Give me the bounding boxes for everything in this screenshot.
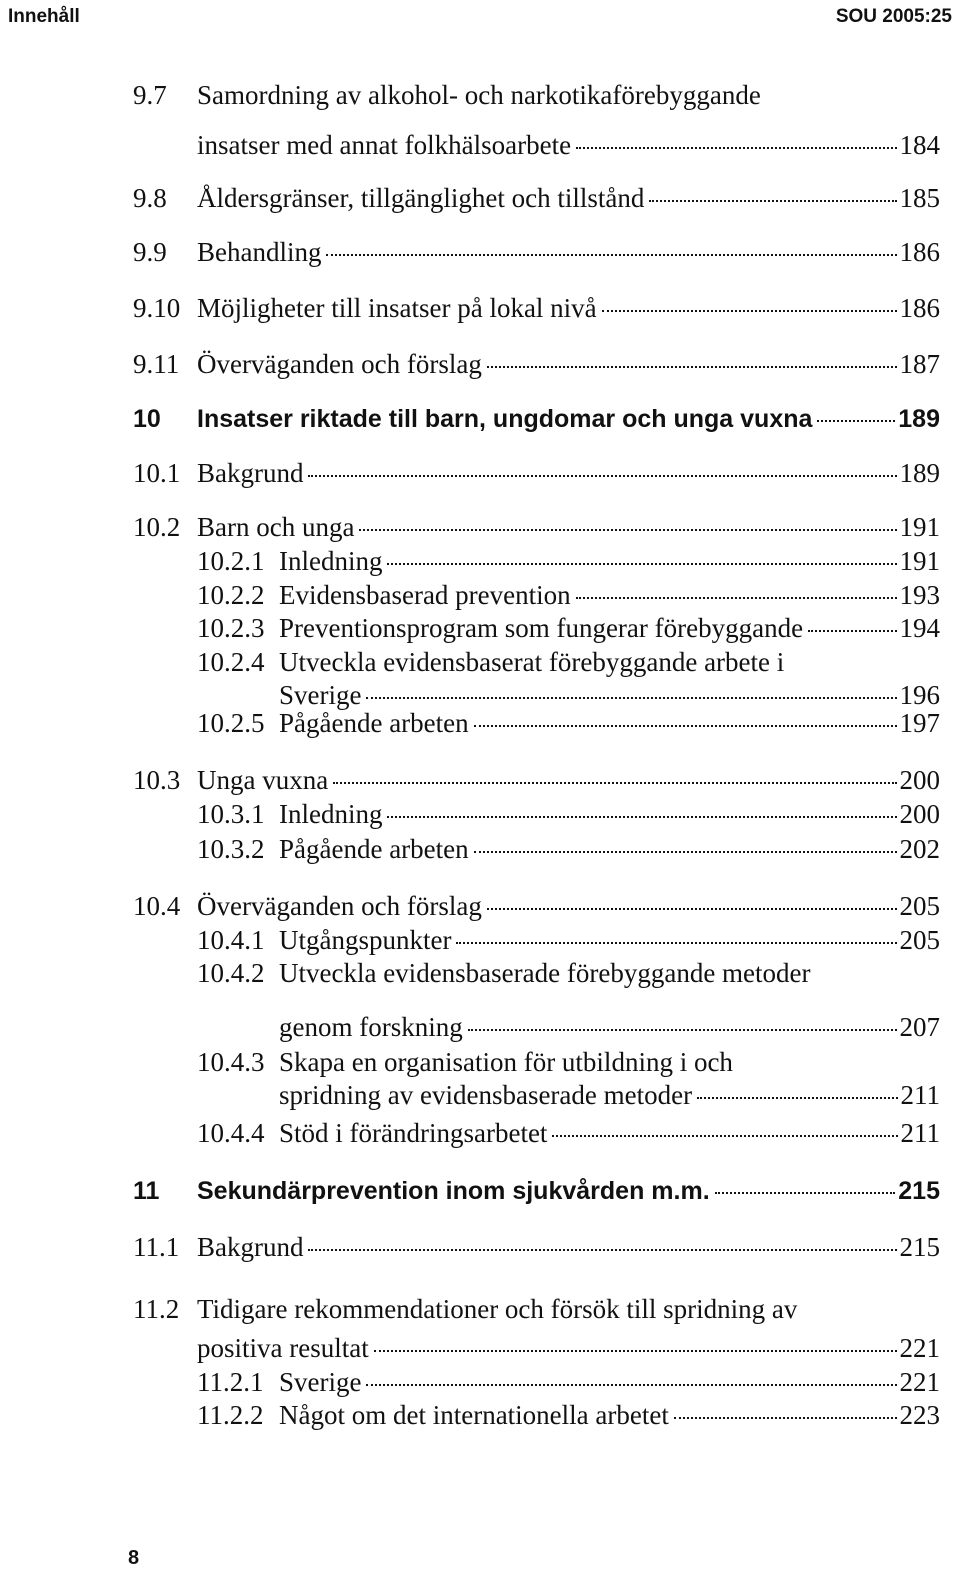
toc-entry-title: Något om det internationella arbetet xyxy=(279,1400,669,1430)
page-number: 8 xyxy=(128,1547,140,1569)
toc-entry-title: Överväganden och förslag xyxy=(197,349,482,379)
toc-entry-page: 215 xyxy=(899,1232,940,1262)
toc-entry-line xyxy=(197,237,940,268)
toc-entry-title: Pågående arbeten xyxy=(279,834,469,864)
toc-entry-number: 10.3 xyxy=(133,765,181,795)
dot-leader xyxy=(576,597,897,599)
dot-leader xyxy=(308,475,896,477)
dot-leader xyxy=(374,1350,897,1352)
toc-entry-page: 205 xyxy=(899,925,940,955)
toc-entry-title: genom forskning xyxy=(279,1012,463,1042)
toc-entry-page: 191 xyxy=(899,546,940,576)
toc-entry-line xyxy=(279,613,940,644)
toc-entry-title: Insatser riktade till barn, ungdomar och unga vuxna xyxy=(197,405,813,433)
toc-entry-number: 11.2.1 xyxy=(197,1367,264,1397)
dot-leader xyxy=(326,254,896,256)
dot-leader xyxy=(366,697,896,699)
toc-entry-line xyxy=(279,1400,940,1431)
dot-leader xyxy=(715,1192,896,1194)
toc-entry xyxy=(0,925,960,959)
toc-entry-line xyxy=(279,580,940,611)
toc-entry-page: 186 xyxy=(899,237,940,267)
toc-entry xyxy=(0,80,960,160)
toc-entry-line xyxy=(279,1080,940,1111)
toc-entry-line xyxy=(197,512,940,543)
dot-leader xyxy=(552,1135,897,1137)
toc-entry xyxy=(0,1367,960,1401)
toc-entry-title: Inledning xyxy=(279,546,383,576)
toc-entry-page: 187 xyxy=(899,349,940,379)
toc-entry-page: 184 xyxy=(899,130,940,160)
toc-entry-line xyxy=(197,1333,940,1364)
toc-entry-title: Inledning xyxy=(279,799,383,829)
dot-leader xyxy=(387,816,896,818)
toc-entry xyxy=(0,613,960,647)
toc-entry-page: 196 xyxy=(899,680,940,710)
toc-entry xyxy=(0,512,960,546)
toc-entry-line xyxy=(279,1012,940,1043)
dot-leader xyxy=(366,1384,896,1386)
toc-entry-line xyxy=(279,708,940,739)
toc-entry-page: 211 xyxy=(900,1080,940,1110)
toc-entry-page: 215 xyxy=(898,1177,940,1205)
toc-entry xyxy=(0,1232,960,1266)
toc-entry-title: Skapa en organisation för utbildning i och xyxy=(279,1047,733,1077)
toc-entry-number: 11.1 xyxy=(133,1232,180,1262)
toc-entry-number: 10.1 xyxy=(133,458,181,488)
dot-leader xyxy=(674,1417,897,1419)
dot-leader xyxy=(487,366,897,368)
toc-entry-line xyxy=(197,130,940,161)
dot-leader xyxy=(474,725,897,727)
toc-entry-number: 9.9 xyxy=(133,237,167,267)
toc-entry-number: 10.4.3 xyxy=(197,1047,265,1077)
toc-entry-line xyxy=(197,458,940,489)
dot-leader xyxy=(387,563,896,565)
toc-entry xyxy=(0,1294,960,1363)
toc-entry-number: 9.7 xyxy=(133,80,167,110)
toc-entry-number: 10.4.2 xyxy=(197,958,265,988)
toc-entry-title: Sekundärprevention inom sjukvården m.m. xyxy=(197,1177,710,1205)
toc-entry xyxy=(0,647,960,710)
toc-entry-title: Pågående arbeten xyxy=(279,708,469,738)
toc-entry-number: 11.2 xyxy=(133,1294,180,1324)
toc-entry xyxy=(0,237,960,271)
toc-entry-number: 9.10 xyxy=(133,293,181,323)
toc-entry-page: 185 xyxy=(899,183,940,213)
toc-entry-title: Möjligheter till insatser på lokal nivå xyxy=(197,293,597,323)
toc-entry-line xyxy=(197,349,940,380)
dot-leader xyxy=(649,200,896,202)
toc-entry-line xyxy=(279,680,940,711)
toc-chapter xyxy=(0,405,960,439)
dot-leader xyxy=(474,851,897,853)
toc-entry-number: 10.2.5 xyxy=(197,708,265,738)
toc-entry-number: 10.2.1 xyxy=(197,546,265,576)
toc-entry xyxy=(0,458,960,492)
dot-leader xyxy=(456,942,896,944)
toc-entry-line xyxy=(197,891,940,922)
toc-entry xyxy=(0,765,960,799)
toc-entry-line xyxy=(279,834,940,865)
toc-entry-number: 10.3.1 xyxy=(197,799,265,829)
dot-leader xyxy=(487,908,897,910)
toc-entry-title: positiva resultat xyxy=(197,1333,369,1363)
toc-entry-title: Bakgrund xyxy=(197,1232,304,1262)
toc-entry-line xyxy=(197,765,940,796)
toc-entry-title: Barn och unga xyxy=(197,512,355,542)
toc-entry-title: Behandling xyxy=(197,237,322,267)
dot-leader xyxy=(333,782,896,784)
toc-entry-title: Utveckla evidensbaserade förebyggande metoder xyxy=(279,958,811,988)
toc-entry-line xyxy=(197,1177,940,1206)
dot-leader xyxy=(817,420,895,422)
toc-chapter xyxy=(0,1177,960,1211)
dot-leader xyxy=(576,147,896,149)
toc-entry-number: 10.2 xyxy=(133,512,181,542)
toc-entry-title: insatser med annat folkhälsoarbete xyxy=(197,130,572,160)
dot-leader xyxy=(808,630,896,632)
toc-entry-title: Preventionsprogram som fungerar förebyggande xyxy=(279,613,804,643)
toc-entry-title: Sverige xyxy=(279,680,362,710)
toc-entry-title: Evidensbaserad prevention xyxy=(279,580,571,610)
toc-entry xyxy=(0,1118,960,1152)
toc-entry-title: Sverige xyxy=(279,1367,362,1397)
toc-entry-page: 193 xyxy=(899,580,940,610)
toc-entry-title: Unga vuxna xyxy=(197,765,329,795)
toc-entry-line xyxy=(279,1367,940,1398)
toc-entry xyxy=(0,183,960,217)
toc-entry-line xyxy=(197,405,940,434)
toc-entry-line xyxy=(279,546,940,577)
toc-entry-title: Utveckla evidensbaserat förebyggande arbete i xyxy=(279,647,785,677)
toc-entry-page: 211 xyxy=(900,1118,940,1148)
toc-entry xyxy=(0,1400,960,1434)
toc-entry-page: 221 xyxy=(899,1333,940,1363)
toc-entry-number: 10.2.2 xyxy=(197,580,265,610)
toc-entry-title: Stöd i förändringsarbetet xyxy=(279,1118,548,1148)
toc-entry-page: 223 xyxy=(899,1400,940,1430)
toc-entry xyxy=(0,546,960,580)
toc-entry-line xyxy=(197,293,940,324)
dot-leader xyxy=(468,1029,897,1031)
toc-entry-title: spridning av evidensbaserade metoder xyxy=(279,1080,693,1110)
dot-leader xyxy=(697,1097,897,1099)
toc-entry xyxy=(0,293,960,327)
toc-entry-number: 10.2.4 xyxy=(197,647,265,677)
toc-entry-title: Utgångspunkter xyxy=(279,925,452,955)
toc-entry xyxy=(0,1047,960,1110)
toc-entry-page: 202 xyxy=(899,834,940,864)
toc-entry-title: Överväganden och förslag xyxy=(197,891,482,921)
toc-entry-number: 10.2.3 xyxy=(197,613,265,643)
toc-entry-line xyxy=(197,183,940,214)
running-header-left: Innehåll xyxy=(8,6,80,27)
toc-entry-line xyxy=(197,1232,940,1263)
toc-entry-number: 10.4.1 xyxy=(197,925,265,955)
toc-entry-line xyxy=(279,925,940,956)
toc-entry-page: 207 xyxy=(899,1012,940,1042)
dot-leader xyxy=(359,529,896,531)
toc-entry-line xyxy=(279,1118,940,1149)
toc-entry-line xyxy=(279,799,940,830)
toc-entry xyxy=(0,708,960,742)
toc-entry-number: 9.11 xyxy=(133,349,180,379)
toc-entry-number: 9.8 xyxy=(133,183,167,213)
toc-entry xyxy=(0,580,960,614)
toc-entry-number: 10.3.2 xyxy=(197,834,265,864)
toc-entry xyxy=(0,349,960,383)
toc-entry-number: 11.2.2 xyxy=(197,1400,264,1430)
toc-entry xyxy=(0,958,960,1042)
toc-entry-page: 221 xyxy=(899,1367,940,1397)
toc-entry-page: 205 xyxy=(899,891,940,921)
toc-entry-page: 194 xyxy=(899,613,940,643)
toc-entry-number: 10.4.4 xyxy=(197,1118,265,1148)
toc-entry-page: 189 xyxy=(898,405,940,433)
toc-entry-title: Tidigare rekommendationer och försök till spridning av xyxy=(197,1294,798,1324)
running-header-right: SOU 2005:25 xyxy=(835,6,952,27)
toc-entry-page: 197 xyxy=(899,708,940,738)
toc-entry-number: 10.4 xyxy=(133,891,181,921)
toc-entry-page: 191 xyxy=(899,512,940,542)
toc-entry-page: 189 xyxy=(899,458,940,488)
toc-entry-title: Bakgrund xyxy=(197,458,304,488)
toc-entry-title: Åldersgränser, tillgänglighet och tillstånd xyxy=(197,183,645,213)
toc-entry xyxy=(0,799,960,833)
toc-entry-number: 10 xyxy=(133,405,161,433)
toc-entry-page: 200 xyxy=(899,765,940,795)
toc-entry-title: Samordning av alkohol- och narkotikaförebyggande xyxy=(197,80,761,110)
toc-entry-page: 186 xyxy=(899,293,940,323)
toc-entry xyxy=(0,891,960,925)
toc-entry-number: 11 xyxy=(133,1177,160,1205)
toc-entry-page: 200 xyxy=(899,799,940,829)
toc-entry xyxy=(0,834,960,868)
dot-leader xyxy=(602,310,897,312)
dot-leader xyxy=(308,1249,896,1251)
